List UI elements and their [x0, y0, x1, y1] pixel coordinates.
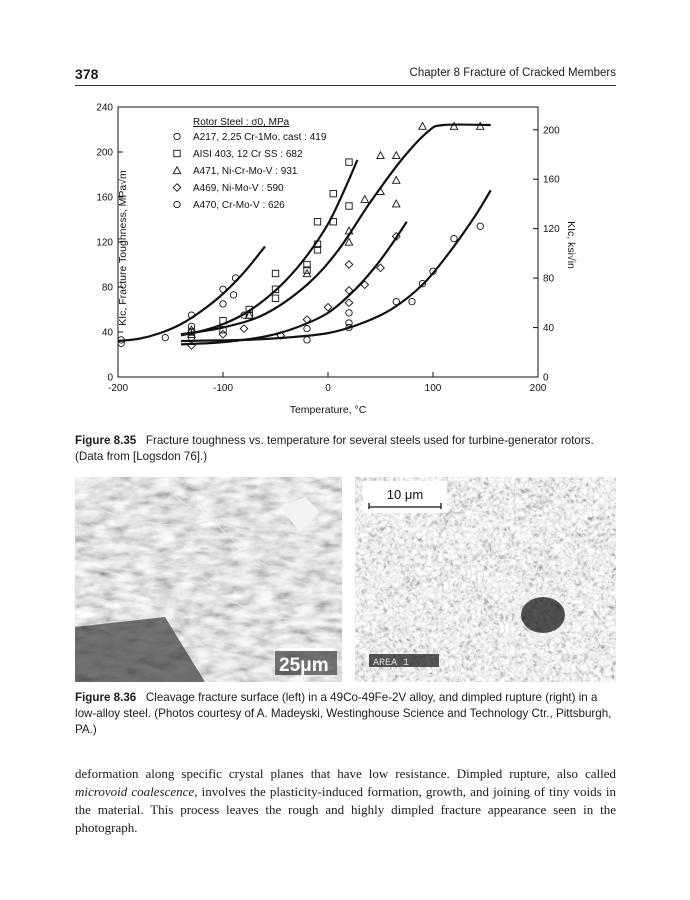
- data-point-series-5: [409, 298, 415, 304]
- x-ticks: [108, 372, 547, 394]
- x-tick-label: -200: [107, 383, 129, 394]
- legend: [173, 117, 327, 211]
- data-point-series-3: [393, 152, 400, 159]
- left-photo-scale: 25μm: [279, 655, 329, 676]
- page-header: [75, 66, 616, 84]
- data-point-series-5: [346, 310, 352, 316]
- x-tick-label: -100: [212, 383, 234, 394]
- y-axis-label-right: KIc, ksi√in: [565, 221, 577, 269]
- page-number: 378: [75, 66, 99, 82]
- data-point-series-2: [346, 203, 352, 209]
- data-point-series-5: [304, 337, 310, 343]
- legend-label-3: A471, Ni-Cr-Mo-V : 931: [193, 166, 298, 177]
- figure-8-36-caption: [75, 690, 616, 738]
- data-point-series-3: [393, 200, 400, 207]
- data-point-series-4: [345, 261, 353, 269]
- data-point-series-4: [240, 325, 248, 333]
- data-point-series-1: [230, 292, 236, 298]
- caption-label: Figure 8.36: [75, 691, 137, 704]
- right-photo-scale: 10 μm: [386, 487, 424, 502]
- legend-label-4: A469, Ni-Mo-V : 590: [193, 183, 284, 194]
- y-tick-label-right: 160: [543, 174, 560, 186]
- data-point-series-5: [477, 223, 483, 229]
- fit-curves: [118, 125, 491, 345]
- dimpled-rupture-photo: [355, 477, 616, 682]
- legend-marker-4: [173, 184, 181, 192]
- body-paragraph: [75, 765, 616, 837]
- caption-text: Cleavage fracture surface (left) in a 49Co-49Fe-2V alloy, and dimpled rupture (right) in a low-alloy steel. (Photos courtesy of A. Madeyski, Westinghouse Science and Technology Ctr., Pittsburgh, PA.): [75, 691, 612, 736]
- y-tick-label-left: 0: [107, 372, 113, 384]
- data-point-series-3: [393, 176, 400, 183]
- legend-label-5: A470, Cr-Mo-V : 626: [193, 200, 285, 211]
- data-point-series-5: [451, 235, 457, 241]
- legend-marker-3: [173, 167, 180, 174]
- y-ticks-right: [533, 125, 560, 383]
- y-tick-label-left: 120: [96, 237, 113, 249]
- data-point-series-1: [220, 286, 226, 292]
- data-point-series-5: [346, 320, 352, 326]
- y-tick-label-right: 0: [543, 372, 549, 384]
- y-tick-label-left: 40: [101, 327, 113, 339]
- y-tick-label-right: 80: [543, 273, 555, 285]
- cleavage-fracture-photo: [75, 477, 342, 682]
- caption-label: Figure 8.35: [75, 434, 137, 447]
- x-tick-label: 0: [325, 383, 331, 394]
- y-tick-label-left: 240: [96, 102, 113, 114]
- legend-label-1: A217, 2.25 Cr-1Mo, cast : 419: [193, 132, 327, 143]
- data-point-series-5: [393, 298, 399, 304]
- data-point-series-3: [361, 196, 368, 203]
- data-point-series-1: [220, 301, 226, 307]
- legend-marker-2: [174, 150, 180, 156]
- data-point-series-2: [314, 219, 320, 225]
- x-tick-label: 100: [424, 383, 442, 394]
- data-point-series-2: [346, 159, 352, 165]
- data-point-series-3: [377, 152, 384, 159]
- body-text-part2: , involves the plasticity-induced formation, growth, and joining of tiny voids in the material. This process leaves the rough and highly dimpled fracture appearance seen in the photograph.: [75, 784, 616, 835]
- caption-text: Fracture toughness vs. temperature for several steels used for turbine-generator rotors. (Data from [Logsdon 76].): [75, 434, 594, 463]
- legend-title: Rotor Steel : σ0, MPa: [193, 117, 290, 128]
- y-tick-label-right: 120: [543, 224, 560, 236]
- data-point-series-4: [345, 299, 353, 307]
- fit-curve-5: [181, 190, 491, 341]
- y-tick-label-left: 160: [96, 192, 113, 204]
- data-point-series-4: [219, 330, 227, 338]
- legend-marker-5: [174, 201, 180, 207]
- data-point-series-2: [330, 190, 336, 196]
- legend-marker-1: [174, 133, 180, 139]
- y-tick-label-right: 40: [543, 323, 555, 335]
- figure-8-35-chart: [60, 95, 620, 425]
- body-text-part1: deformation along specific crystal planes that have low resistance. Dimpled rupture, also called: [75, 766, 616, 781]
- y-axis-label-left: KIc, Fracture Toughness, MPa√m: [117, 170, 129, 326]
- data-point-series-2: [272, 295, 278, 301]
- y-tick-label-left: 200: [96, 147, 113, 159]
- data-point-series-3: [419, 122, 426, 129]
- figure-8-35-caption: [75, 433, 616, 465]
- data-point-series-1: [162, 334, 168, 340]
- running-head: Chapter 8 Fracture of Cracked Members: [409, 67, 616, 79]
- y-tick-label-left: 80: [101, 282, 113, 294]
- header-rule: [75, 85, 616, 86]
- y-tick-label-right: 200: [543, 125, 560, 137]
- body-text-italic: microvoid coalescence: [75, 784, 195, 799]
- x-axis-label: Temperature, °C: [289, 404, 367, 416]
- legend-label-2: AISI 403, 12 Cr SS : 682: [193, 149, 303, 160]
- data-point-series-2: [272, 270, 278, 276]
- data-point-series-5: [304, 325, 310, 331]
- x-tick-label: 200: [529, 383, 547, 394]
- plot-frame: [118, 107, 538, 377]
- right-photo-tag: AREA 1: [373, 658, 410, 669]
